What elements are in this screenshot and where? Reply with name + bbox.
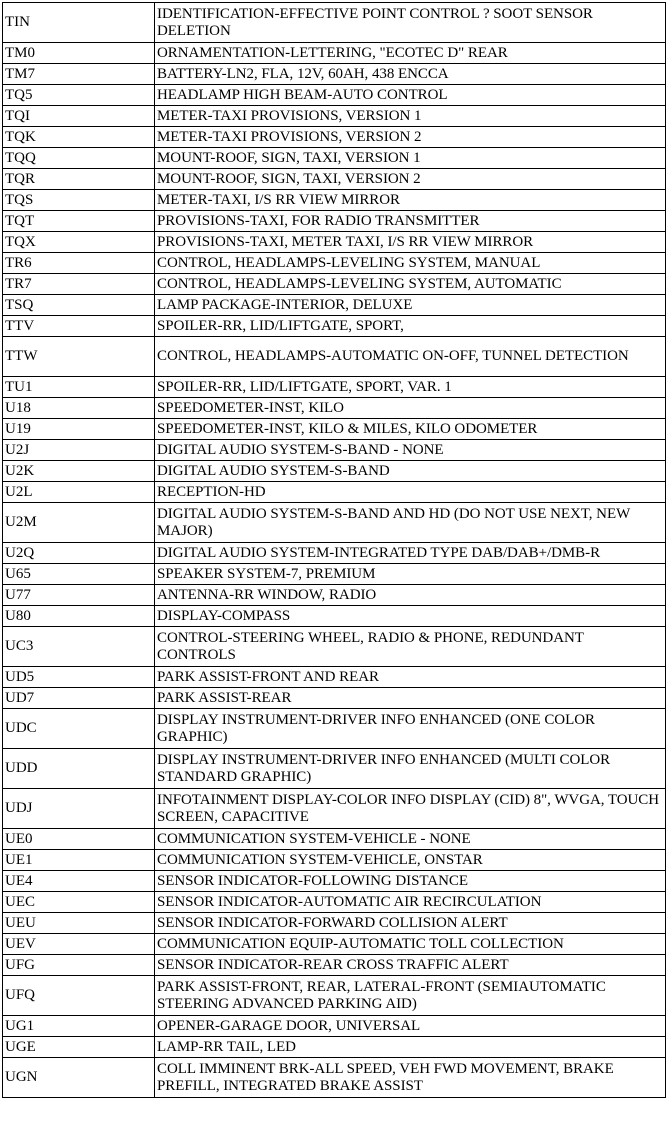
table-row	[3, 190, 666, 211]
option-description-cell: DISPLAY-COMPASS	[155, 606, 666, 627]
option-code-cell: UGE	[3, 1037, 155, 1058]
table-row	[3, 829, 666, 850]
table-row	[3, 295, 666, 316]
table-row	[3, 850, 666, 871]
table-row	[3, 85, 666, 106]
option-code-cell: TU1	[3, 377, 155, 398]
table-row	[3, 543, 666, 564]
table-row	[3, 749, 666, 789]
option-code-cell: TR7	[3, 274, 155, 295]
option-description-cell: COLL IMMINENT BRK-ALL SPEED, VEH FWD MOVEMENT, BRAKE PREFILL, INTEGRATED BRAKE ASSIST	[155, 1058, 666, 1098]
option-description-cell: SENSOR INDICATOR-FOLLOWING DISTANCE	[155, 871, 666, 892]
table-row	[3, 316, 666, 337]
option-description-cell: SPOILER-RR, LID/LIFTGATE, SPORT, VAR. 1	[155, 377, 666, 398]
option-description-cell: BATTERY-LN2, FLA, 12V, 60AH, 438 ENCCA	[155, 64, 666, 85]
table-row	[3, 148, 666, 169]
table-row	[3, 127, 666, 148]
option-description-cell: IDENTIFICATION-EFFECTIVE POINT CONTROL ? SOOT SENSOR DELETION	[155, 3, 666, 43]
table-row	[3, 564, 666, 585]
option-description-cell: PROVISIONS-TAXI, FOR RADIO TRANSMITTER	[155, 211, 666, 232]
option-description-cell: ANTENNA-RR WINDOW, RADIO	[155, 585, 666, 606]
option-description-cell: PROVISIONS-TAXI, METER TAXI, I/S RR VIEW MIRROR	[155, 232, 666, 253]
option-description-cell: INFOTAINMENT DISPLAY-COLOR INFO DISPLAY (CID) 8", WVGA, TOUCH SCREEN, CAPACITIVE	[155, 789, 666, 829]
option-description-cell: MOUNT-ROOF, SIGN, TAXI, VERSION 2	[155, 169, 666, 190]
option-description-cell: DISPLAY INSTRUMENT-DRIVER INFO ENHANCED (ONE COLOR GRAPHIC)	[155, 709, 666, 749]
table-row	[3, 688, 666, 709]
option-description-cell: CONTROL-STEERING WHEEL, RADIO & PHONE, REDUNDANT CONTROLS	[155, 627, 666, 667]
option-description-cell: CONTROL, HEADLAMPS-AUTOMATIC ON-OFF, TUNNEL DETECTION	[155, 337, 666, 377]
option-description-cell: DISPLAY INSTRUMENT-DRIVER INFO ENHANCED (MULTI COLOR STANDARD GRAPHIC)	[155, 749, 666, 789]
option-description-cell: DIGITAL AUDIO SYSTEM-INTEGRATED TYPE DAB/DAB+/DMB-R	[155, 543, 666, 564]
table-row	[3, 3, 666, 43]
option-code-cell: UFG	[3, 955, 155, 976]
option-description-cell: OPENER-GARAGE DOOR, UNIVERSAL	[155, 1016, 666, 1037]
option-description-cell: DIGITAL AUDIO SYSTEM-S-BAND AND HD (DO NOT USE NEXT, NEW MAJOR)	[155, 503, 666, 543]
option-code-cell: UEC	[3, 892, 155, 913]
option-code-cell: TQK	[3, 127, 155, 148]
option-code-table	[2, 2, 666, 1098]
option-code-cell: U2L	[3, 482, 155, 503]
option-description-cell: CONTROL, HEADLAMPS-LEVELING SYSTEM, MANUAL	[155, 253, 666, 274]
option-description-cell: HEADLAMP HIGH BEAM-AUTO CONTROL	[155, 85, 666, 106]
option-description-cell: COMMUNICATION EQUIP-AUTOMATIC TOLL COLLECTION	[155, 934, 666, 955]
table-row	[3, 871, 666, 892]
table-row	[3, 232, 666, 253]
option-description-cell: SENSOR INDICATOR-REAR CROSS TRAFFIC ALERT	[155, 955, 666, 976]
option-description-cell: CONTROL, HEADLAMPS-LEVELING SYSTEM, AUTOMATIC	[155, 274, 666, 295]
table-row	[3, 606, 666, 627]
option-code-cell: TQI	[3, 106, 155, 127]
option-description-cell: SENSOR INDICATOR-AUTOMATIC AIR RECIRCULATION	[155, 892, 666, 913]
option-description-cell: SPOILER-RR, LID/LIFTGATE, SPORT,	[155, 316, 666, 337]
table-row	[3, 440, 666, 461]
table-row	[3, 64, 666, 85]
table-row	[3, 211, 666, 232]
option-code-cell: TM0	[3, 43, 155, 64]
option-code-cell: UDD	[3, 749, 155, 789]
option-description-cell: METER-TAXI, I/S RR VIEW MIRROR	[155, 190, 666, 211]
option-code-cell: TSQ	[3, 295, 155, 316]
table-row	[3, 169, 666, 190]
table-row	[3, 913, 666, 934]
table-row	[3, 789, 666, 829]
option-code-cell: U2K	[3, 461, 155, 482]
table-row	[3, 274, 666, 295]
table-row	[3, 976, 666, 1016]
option-description-cell: DIGITAL AUDIO SYSTEM-S-BAND	[155, 461, 666, 482]
table-row	[3, 503, 666, 543]
option-code-cell: TQ5	[3, 85, 155, 106]
option-code-cell: UC3	[3, 627, 155, 667]
option-code-cell: UD5	[3, 667, 155, 688]
table-row	[3, 627, 666, 667]
option-code-cell: TQR	[3, 169, 155, 190]
table-row	[3, 43, 666, 64]
option-code-cell: TR6	[3, 253, 155, 274]
table-row	[3, 461, 666, 482]
table-row	[3, 253, 666, 274]
option-code-cell: UG1	[3, 1016, 155, 1037]
table-row	[3, 892, 666, 913]
option-description-cell: LAMP PACKAGE-INTERIOR, DELUXE	[155, 295, 666, 316]
option-code-cell: UD7	[3, 688, 155, 709]
option-code-cell: UE1	[3, 850, 155, 871]
table-row	[3, 106, 666, 127]
table-row	[3, 709, 666, 749]
option-code-cell: U2Q	[3, 543, 155, 564]
table-row	[3, 377, 666, 398]
option-code-cell: TQT	[3, 211, 155, 232]
table-row	[3, 1016, 666, 1037]
option-code-cell: U80	[3, 606, 155, 627]
option-description-cell: RECEPTION-HD	[155, 482, 666, 503]
option-description-cell: LAMP-RR TAIL, LED	[155, 1037, 666, 1058]
option-code-cell: TM7	[3, 64, 155, 85]
option-description-cell: PARK ASSIST-FRONT, REAR, LATERAL-FRONT (SEMIAUTOMATIC STEERING ADVANCED PARKING AID)	[155, 976, 666, 1016]
option-code-cell: TTW	[3, 337, 155, 377]
option-code-cell: U77	[3, 585, 155, 606]
option-code-cell: TTV	[3, 316, 155, 337]
option-code-cell: UE0	[3, 829, 155, 850]
table-row	[3, 667, 666, 688]
option-description-cell: SENSOR INDICATOR-FORWARD COLLISION ALERT	[155, 913, 666, 934]
option-description-cell: METER-TAXI PROVISIONS, VERSION 1	[155, 106, 666, 127]
option-code-cell: UFQ	[3, 976, 155, 1016]
option-code-cell: TQS	[3, 190, 155, 211]
option-code-cell: UEU	[3, 913, 155, 934]
option-code-cell: TQQ	[3, 148, 155, 169]
option-code-cell: TQX	[3, 232, 155, 253]
table-row	[3, 585, 666, 606]
option-description-cell: SPEEDOMETER-INST, KILO & MILES, KILO ODOMETER	[155, 419, 666, 440]
table-row	[3, 398, 666, 419]
option-description-cell: ORNAMENTATION-LETTERING, "ECOTEC D" REAR	[155, 43, 666, 64]
table-row	[3, 1058, 666, 1098]
option-description-cell: PARK ASSIST-REAR	[155, 688, 666, 709]
table-row	[3, 419, 666, 440]
option-description-cell: SPEEDOMETER-INST, KILO	[155, 398, 666, 419]
option-description-cell: PARK ASSIST-FRONT AND REAR	[155, 667, 666, 688]
table-row	[3, 482, 666, 503]
option-code-cell: U2J	[3, 440, 155, 461]
table-row	[3, 955, 666, 976]
table-row	[3, 337, 666, 377]
option-code-cell: U65	[3, 564, 155, 585]
option-description-cell: MOUNT-ROOF, SIGN, TAXI, VERSION 1	[155, 148, 666, 169]
option-description-cell: METER-TAXI PROVISIONS, VERSION 2	[155, 127, 666, 148]
option-description-cell: COMMUNICATION SYSTEM-VEHICLE - NONE	[155, 829, 666, 850]
option-code-cell: TIN	[3, 3, 155, 43]
option-code-cell: UGN	[3, 1058, 155, 1098]
table-row	[3, 934, 666, 955]
option-code-cell: U19	[3, 419, 155, 440]
option-code-cell: UDJ	[3, 789, 155, 829]
option-code-cell: U2M	[3, 503, 155, 543]
option-code-cell: UE4	[3, 871, 155, 892]
option-code-cell: UDC	[3, 709, 155, 749]
table-row	[3, 1037, 666, 1058]
option-description-cell: DIGITAL AUDIO SYSTEM-S-BAND - NONE	[155, 440, 666, 461]
option-description-cell: SPEAKER SYSTEM-7, PREMIUM	[155, 564, 666, 585]
option-code-table-body	[3, 3, 666, 1098]
option-code-cell: U18	[3, 398, 155, 419]
option-code-cell: UEV	[3, 934, 155, 955]
option-description-cell: COMMUNICATION SYSTEM-VEHICLE, ONSTAR	[155, 850, 666, 871]
